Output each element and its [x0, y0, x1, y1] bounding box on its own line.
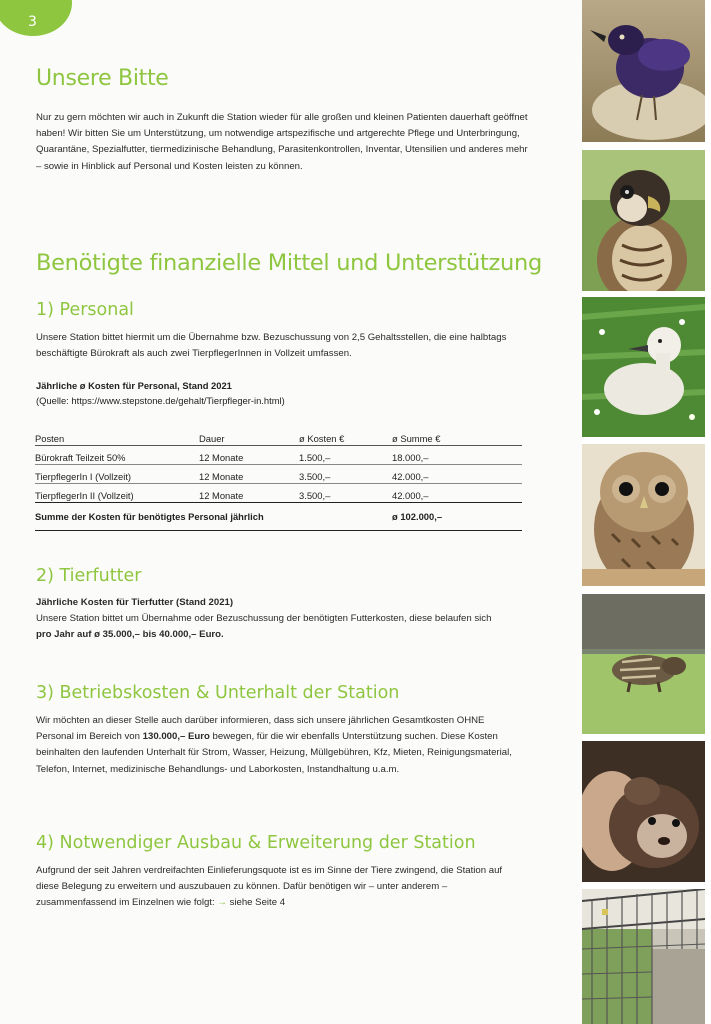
page-number: 3 [28, 14, 37, 30]
sum-value: ø 102.000,– [392, 503, 522, 531]
table-row [35, 484, 522, 503]
table-header-row [35, 428, 522, 446]
betrieb-text-part2: bewegen, für die wir ebenfalls Unterstützung suchen. Diese Kosten beinhalten den laufenden Unterhalt für Strom, Wasser, Heizung, Müllgebühren, Kfz, Mieten, Reinigungsmaterial, Telefon, Internet, medizinische Behandlungs- und Laborkosten, Instandhaltung u.a.m. [36, 731, 512, 775]
main-heading: Benötigte finanzielle Mittel und Unterstützung [36, 250, 542, 276]
table-cell: Bürokraft Teilzeit 50% [35, 446, 199, 465]
see-page-4-link[interactable]: siehe Seite 4 [229, 897, 286, 909]
duckling-photo [582, 297, 705, 437]
ausbau-heading: 4) Notwendiger Ausbau & Erweiterung der Station [36, 833, 476, 853]
ausbau-text-main: Aufgrund der seit Jahren verdreifachten Einlieferungsquote ist es im Sinne der Tiere zwingend, die Station auf diese Belegung zu erweitern und auszubauen zu können. Dafür benötigen wir – unter anderem – zusammenfassend im Einzelnen wie folgt: [36, 865, 503, 909]
column-header: ø Kosten € [299, 428, 392, 446]
personal-cost-table [35, 428, 522, 531]
table-cell: 1.500,– [299, 446, 392, 465]
personal-table-source: (Quelle: https://www.stepstone.de/gehalt/Tierpfleger-in.html) [36, 395, 285, 406]
sum-label: Summe der Kosten für benötigtes Personal jährlich [35, 503, 392, 531]
column-header: Posten [35, 428, 199, 446]
intro-heading: Unsere Bitte [36, 66, 169, 91]
bird-photo [582, 0, 705, 142]
table-row [35, 446, 522, 465]
personal-heading: 1) Personal [36, 300, 134, 320]
table-cell: TierpflegerIn I (Vollzeit) [35, 465, 199, 484]
table-sum-row [35, 503, 522, 531]
table-cell: 3.500,– [299, 484, 392, 503]
tierfutter-text [36, 611, 506, 643]
betrieb-text [36, 713, 518, 778]
photo-column [582, 0, 711, 1024]
table-cell: 42.000,– [392, 484, 522, 503]
personal-table-title: Jährliche ø Kosten für Personal, Stand 2021 [36, 380, 232, 391]
piglet-photo [582, 594, 705, 734]
owl-photo [582, 444, 705, 586]
personal-text: Unsere Station bittet hiermit um die Übernahme bzw. Bezuschussung von 2,5 Gehaltsstellen, die eine halbtags beschäftigte Bürokraft als auch zwei TierpflegerInnen in Vollzeit umfassen. [36, 332, 507, 360]
table-cell: 12 Monate [199, 484, 299, 503]
personal-table-caption [36, 378, 285, 408]
table-cell: TierpflegerIn II (Vollzeit) [35, 484, 199, 503]
betrieb-heading: 3) Betriebskosten & Unterhalt der Station [36, 683, 400, 703]
column-header: ø Summe € [392, 428, 522, 446]
tierfutter-text-bold: pro Jahr auf ø 35.000,– bis 40.000,– Euro. [36, 629, 224, 641]
tierfutter-subtitle: Jährliche Kosten für Tierfutter (Stand 2021) [36, 597, 234, 608]
table-cell: 3.500,– [299, 465, 392, 484]
table-row [35, 465, 522, 484]
betrieb-text-part1: Wir möchten an dieser Stelle auch darüber informieren, dass sich unsere jährlichen Gesamtkosten OHNE Personal im Bereich von [36, 715, 485, 743]
falcon-photo [582, 150, 705, 291]
arrow-right-icon: → [217, 897, 227, 909]
table-cell: 12 Monate [199, 465, 299, 484]
page-number-badge [0, 0, 72, 36]
intro-text: Nur zu gern möchten wir auch in Zukunft die Station wieder für alle großen und kleinen Patienten dauerhaft geöffnet haben! Wir bitten Sie um Unterstützung, um notwendige artspezifische und artgerechte Pflege und Unterbringung, Quarantäne, Spezialfutter, tiermedizinische Behandlung, Parasitenkontrollen, Inventar, Utensilien und anderes mehr – sowie in Hinblick auf Personal und Kosten leisten zu können. [36, 112, 528, 172]
marten-photo [582, 741, 705, 882]
betrieb-text-bold: 130.000,– Euro [142, 731, 210, 743]
tierfutter-text-main: Unsere Station bittet um Übernahme oder Bezuschussung der benötigten Futterkosten, diese belaufen sich [36, 613, 492, 624]
column-header: Dauer [199, 428, 299, 446]
tierfutter-heading: 2) Tierfutter [36, 566, 142, 586]
table-cell: 42.000,– [392, 465, 522, 484]
table-cell: 12 Monate [199, 446, 299, 465]
enclosure-photo [582, 889, 705, 1024]
table-cell: 18.000,– [392, 446, 522, 465]
ausbau-text [36, 863, 520, 912]
